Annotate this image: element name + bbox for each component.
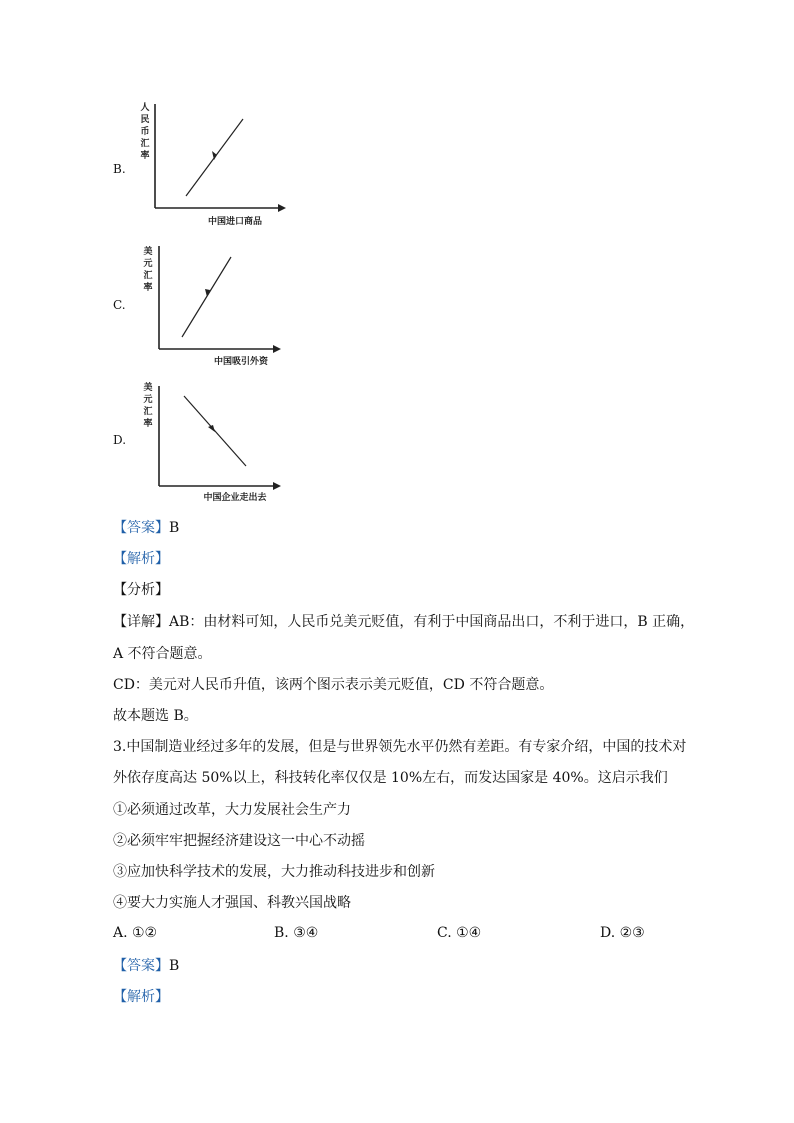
y-label-char: 人: [140, 103, 150, 113]
choice-b[interactable]: B. ③④: [274, 925, 319, 941]
question3-item-4: ④要大力实施人才强国、科教兴国战略: [113, 895, 351, 911]
question3-line-2: 外依存度高达 50%以上，科技转化率仅仅是 10%左右，而发达国家是 40%。这启示我们: [113, 770, 668, 786]
x-axis-arrow: [278, 204, 286, 212]
x-label: 中国吸引外资: [213, 357, 269, 367]
detail-text-1: AB：由材料可知，人民币兑美元贬值，有利于中国商品出口，不利于进口，B 正确，: [169, 614, 695, 630]
answer-value: B: [169, 958, 180, 974]
y-label-char: 民: [140, 115, 150, 125]
option-d-letter: D.: [113, 433, 127, 447]
question3-item-1: ①必须通过改革，大力发展社会生产力: [113, 802, 351, 818]
question3-line-1: 3.中国制造业经过多年的发展，但是与世界领先水平仍然有差距。有专家介绍，中国的技术对: [113, 739, 687, 755]
choice-d[interactable]: D. ②③: [600, 925, 645, 941]
trend-arrow: [208, 425, 215, 432]
x-label: 中国进口商品: [207, 217, 263, 227]
answer-line-2: [113, 956, 179, 976]
x-axis-arrow: [273, 345, 281, 353]
detail-tag: 【详解】: [113, 614, 169, 630]
answer-tag: 【答案】: [113, 520, 169, 536]
y-label-char: 率: [140, 151, 150, 161]
trend-arrow: [212, 151, 217, 160]
option-c-letter: C.: [113, 298, 126, 312]
fenxi-tag: 【分析】: [113, 582, 169, 598]
y-label-char: 汇: [143, 271, 153, 281]
question3-item-3: ③应加快科学技术的发展，大力推动科技进步和创新: [113, 864, 435, 880]
choice-a[interactable]: A. ①②: [113, 925, 158, 941]
option-b-letter: B.: [113, 162, 126, 176]
x-axis-arrow: [273, 482, 281, 490]
answer-value: B: [169, 520, 180, 536]
analysis-tag-2: 【解析】: [113, 989, 169, 1005]
answer-tag: 【答案】: [113, 958, 169, 974]
y-label-char: 元: [143, 259, 153, 269]
analysis-tag-1: 【解析】: [113, 551, 169, 567]
chart-option-c: [135, 240, 295, 370]
choice-c[interactable]: C. ①④: [437, 925, 482, 941]
trend-line: [184, 396, 246, 466]
y-label-char: 率: [143, 283, 153, 293]
y-label-char: 汇: [140, 139, 150, 149]
question3-choices: [113, 925, 713, 945]
y-label-char: 币: [140, 127, 150, 137]
y-label-char: 美: [143, 383, 153, 393]
detail-line-4: 故本题选 B。: [113, 708, 198, 724]
y-label-char: 率: [143, 419, 153, 429]
question3-item-2: ②必须牢牢把握经济建设这一中心不动摇: [113, 833, 365, 849]
trend-line: [182, 257, 231, 337]
detail-line-2: A 不符合题意。: [113, 646, 212, 662]
y-label-char: 汇: [143, 407, 153, 417]
y-label-char: 美: [143, 247, 153, 257]
chart-option-b: [130, 100, 290, 230]
detail-line-3: CD：美元对人民币升值，该两个图示表示美元贬值，CD 不符合题意。: [113, 677, 554, 693]
detail-line-1: [113, 612, 694, 632]
chart-option-d: [135, 378, 295, 508]
x-label: 中国企业走出去: [203, 493, 267, 503]
y-label-char: 元: [143, 395, 153, 405]
answer-line-1: [113, 518, 179, 538]
